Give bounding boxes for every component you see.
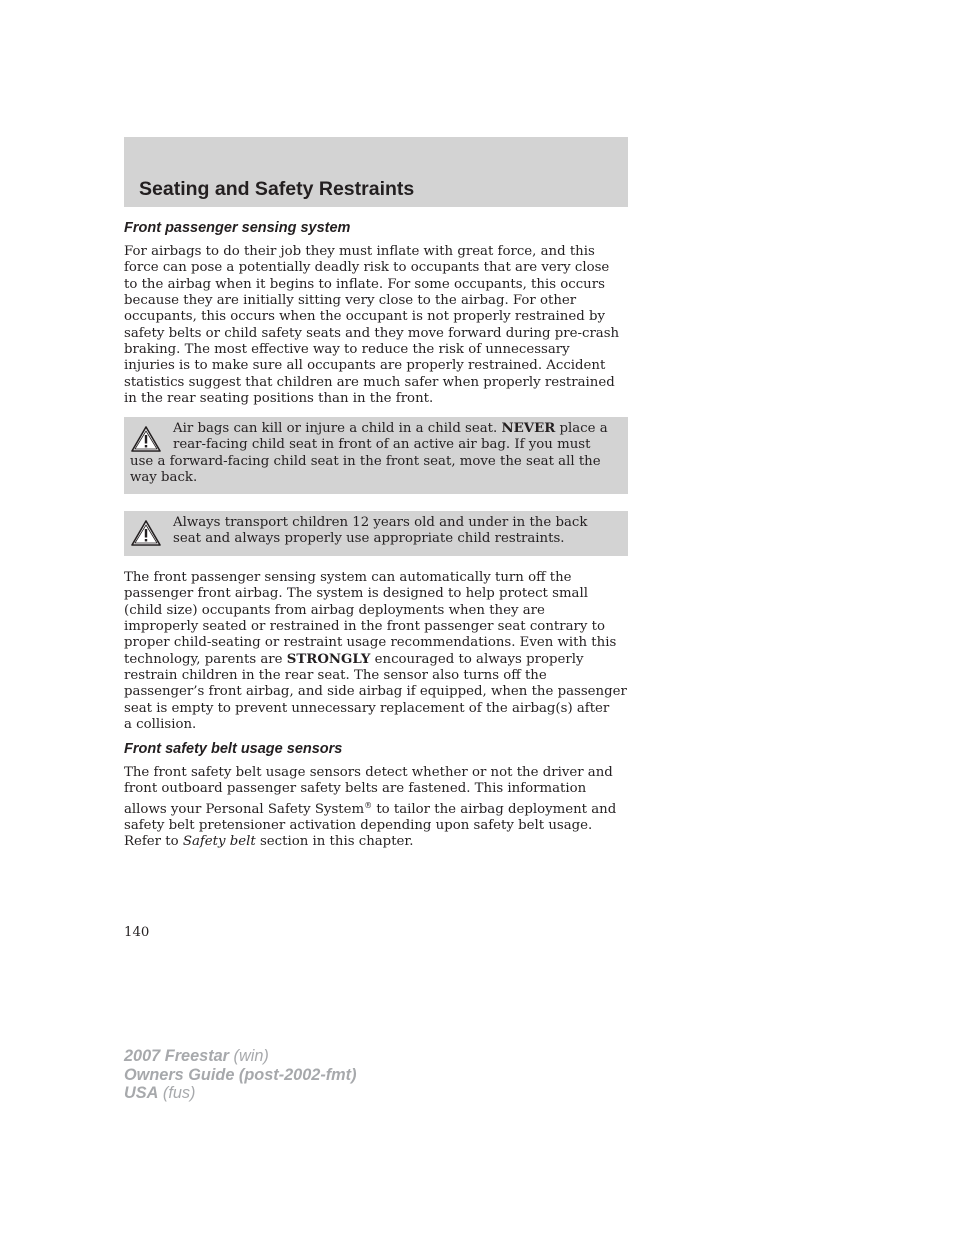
text-line: force can pose a potentially deadly risk to occupants that are very close (124, 260, 610, 276)
text-run: Owners Guide (post-2002-fmt) (124, 1065, 357, 1084)
text-run: 2007 Freestar (124, 1047, 230, 1065)
text-run: section in this chapter. (255, 834, 414, 850)
warning-text (124, 421, 628, 486)
text-run: (win) (229, 1047, 269, 1065)
text-line: rear-facing child seat in front of an active air bag. If you must (173, 437, 591, 453)
section-title: Seating and Safety Restraints (139, 178, 415, 200)
text-line: For airbags to do their job they must inflate with great force, and this (124, 244, 595, 259)
text-run: (fus) (158, 1084, 196, 1102)
text-run: to tailor the airbag deployment and (372, 801, 617, 817)
text-line: injuries is to make sure all occupants are properly restrained. Accident (124, 358, 606, 374)
text-line: front outboard passenger safety belts are fastened. This information (124, 781, 587, 797)
text-line: a collision. (124, 717, 197, 733)
heading-front-passenger-sensing: Front passenger sensing system (124, 220, 351, 236)
text-run: USA (124, 1084, 159, 1102)
text-line: passenger front airbag. The system is designed to help protect small (124, 586, 588, 602)
emphasis-never: NEVER (501, 421, 556, 436)
document-footer (124, 1047, 357, 1103)
text-line: to the airbag when it begins to inflate. For some occupants, this occurs (124, 276, 605, 292)
section-header-band (124, 137, 628, 207)
text-run: allows your Personal Safety System (124, 801, 365, 817)
text-line: restrain children in the rear seat. The sensor also turns off the (124, 668, 547, 684)
heading-belt-usage-sensors: Front safety belt usage sensors (124, 741, 343, 757)
text-line: The front passenger sensing system can automatically turn off the (124, 570, 572, 585)
footer-line-market (124, 1084, 357, 1103)
paragraph-airbag-risk (124, 244, 628, 407)
page-number: 140 (124, 925, 150, 940)
warning-box-transport-children (124, 511, 628, 556)
text-line: because they are initially sitting very close to the airbag. For other (124, 293, 577, 309)
warning-box-child-seat (124, 417, 628, 494)
text-run: technology, parents are (124, 651, 287, 667)
text-line: use a forward-facing child seat in the front seat, move the seat all the (130, 453, 601, 469)
paragraph-belt-sensors (124, 765, 628, 851)
text-line: occupants, this occurs when the occupant is not properly restrained by (124, 309, 605, 325)
paragraph-sensing-system (124, 570, 628, 733)
text-run: Air bags can kill or injure a child in a child seat. (173, 421, 502, 436)
text-line: (child size) occupants from airbag deployments when they are (124, 602, 545, 618)
text-run: place a (555, 421, 608, 436)
text-line: improperly seated or restrained in the front passenger seat contrary to (124, 619, 605, 635)
text-line: passenger’s front airbag, and side airbag if equipped, when the passenger (124, 684, 627, 700)
text-run: Refer to (124, 834, 183, 850)
text-line (124, 798, 628, 818)
text-line: seat is empty to prevent unnecessary replacement of the airbag(s) after (124, 700, 610, 716)
emphasis-strongly: STRONGLY (286, 651, 371, 667)
footer-line-guide (124, 1066, 357, 1085)
text-line: statistics suggest that children are much safer when properly restrained (124, 374, 615, 390)
text-line: safety belt pretensioner activation depending upon safety belt usage. (124, 818, 593, 834)
text-line (124, 834, 628, 850)
text-line: proper child-seating or restraint usage recommendations. Even with this (124, 635, 617, 651)
text-line: in the rear seating positions than in the front. (124, 391, 434, 407)
text-line: braking. The most effective way to reduce the risk of unnecessary (124, 342, 570, 358)
text-line (124, 652, 628, 668)
registered-mark: ® (364, 800, 373, 810)
text-line: Always transport children 12 years old and under in the back (173, 515, 588, 530)
warning-text (124, 515, 628, 548)
text-line: safety belts or child safety seats and they move forward during pre-crash (124, 325, 620, 341)
text-line (124, 421, 628, 437)
text-run: encouraged to always properly (370, 651, 584, 667)
text-line: The front safety belt usage sensors detect whether or not the driver and (124, 765, 613, 780)
cross-reference: Safety belt (182, 834, 256, 850)
text-line: seat and always properly use appropriate child restraints. (173, 531, 565, 547)
text-line: way back. (130, 470, 198, 486)
footer-line-model (124, 1047, 357, 1066)
